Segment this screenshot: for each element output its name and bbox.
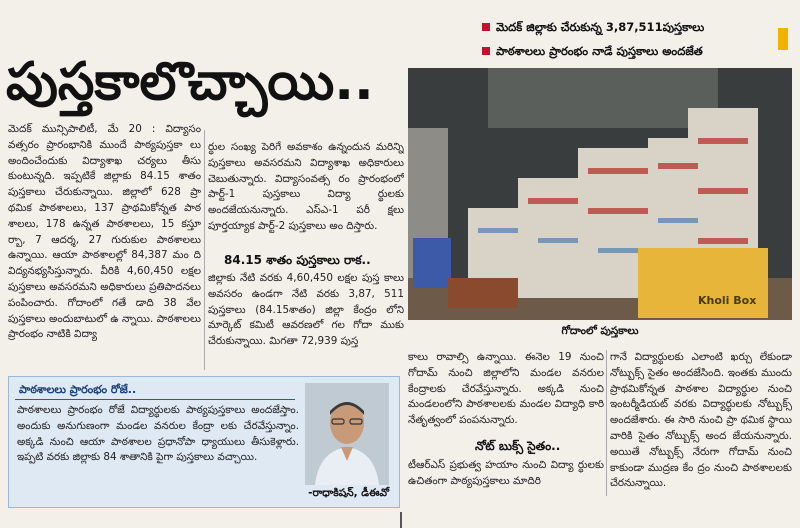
article-column-2: ర్థుల సంఖ్య పెరిగే అవకాశం ఉన్నందున మరిన్ని పుస్తకాలు అవసరమని విద్యాశాఖ అధికారులు చెబుతున్నారు. విద్యాసంవత్స రం ప్రారంభంలో పార్ట్-1 పుస్తకాలు విద్యా ర్థులకు అందజేయనున్నారు. ఎస్ఎ-1 పరీ క్షలు పూర్తయ్యాక పార్ట్-2 పుస్తకాలు అం దిస్తారు. [208,141,404,232]
bullet-square-icon [482,23,490,31]
box-label: Kholi Box [698,294,757,307]
column-divider [204,130,205,370]
subheading-notebooks: నోట్ బుక్స్ సైతం.. [475,439,561,453]
quote-box [8,376,400,508]
quote-box-signature: -రాధాకిషన్, డీఈవో [308,487,389,499]
highlight-2: పాఠశాలలు ప్రారంభం నాడే పుస్తకాలు అందజేత [476,40,772,62]
divider [15,399,295,400]
quote-box-title: పాఠశాలలు ప్రారంభం రోజే.. [19,383,137,396]
bullet-square-icon [482,47,490,55]
quote-box-text: పాఠశాలలు ప్రారంభం రోజే విద్యార్థులకు పాఠ్యపుస్తకాలు అందజేస్తాం. అందుకు అనుగుణంగా మండల వనరుల కేంద్రా లకు చేరవేస్తున్నాం. అక్కడి నుంచి ఆయా పాఠశాలల ప్రధానోపా ధ్యాయులు తీసుకెళ్లారు. ఇప్పటి వరకు జిల్లాకు 84 శాతానికి పైగా పుస్తకాలు వచ్చాయి. [17,404,299,464]
person-portrait-icon [305,383,389,485]
yellow-marker [778,28,788,50]
photo-caption: గోదాంలో పుస్తకాలు [561,325,639,337]
article-column-4: గానే విద్యార్థులకు ఎలాంటి ఖర్చు లేకుండా నోట్బుక్స్ సైతం అందజేసింది. ఇంతకు ముందు ప్రాథమికోన్నత పాఠశాల విద్యార్థుల నుంచి ఇంటర్మీడియట్ వరకు విద్యార్థులకు నోట్బుక్స్ అందజేశారు. ఈ సారి నుంచి ప్రా థమిక స్థాయి వారికి సైతం నోట్బుక్స్ అంద జేయనున్నారు. అయితే నోట్బుక్స్ నేరుగా గోదామ్ నుంచి కాకుండా ముద్రణ కేం ద్రం నుంచి పాఠశాలలకు చేరనున్నాయి. [610,351,792,490]
column-divider [606,350,607,496]
highlight-1: మెదక్ జిల్లాకు చేరుకున్న 3,87,511పుస్తకాలు [476,16,772,38]
books-stack-illustration [408,68,792,320]
godown-photo [408,68,792,320]
article-column-3: కాలు రావాల్సి ఉన్నాయి. ఈనెల 19 నుంచి గోదామ్ నుంచి జిల్లాలోని మండల వనరుల కేంద్రాలకు చేరవేస్తున్నారు. అక్కడి నుంచి మండలంలోని పాఠశాలలకు మండల విద్యాధి కారి నేతృత్వంలో పంపనున్నారు. [408,351,604,427]
article-column-1: మెదక్ మున్సిపాలిటీ, మే 20 : విద్యాసం వత్సరం ప్రారంభానికి ముందే పాఠ్యపుస్తకా లు అందించేందుకు విద్యాశాఖ చర్యలు తీసు కుంటున్నది. ఇప్పటికే జిల్లాకు 84.15 శాతం పుస్తకాలు చేరుకున్నాయి. జిల్లాలో 628 ప్రా థమిక పాఠశాలలు, 137 ప్రాథమికోన్నత పాఠ శాలలు, 178 ఉన్నత పాఠశాలలు, 15 కస్తూ ర్బా, 7 ఆదర్శ, 27 గురుకుల పాఠశాలలు ఉన్నాయి. ఆయా పాఠశాలల్లో 84,387 మం ది విద్యనభ్యసిస్తున్నారు. వీరికి 4,60,450 లక్షల పుస్తకాలు అవసరమని అధికారులు ప్రతిపాదనలు పంపించారు. గోదాంలో గతే డాది 38 వేల పుస్తకాలు అందుబాటులో ఉ న్నాయి. పాఠశాలలు ప్రారంభం నాటికి విద్యా [8,123,201,341]
bottom-rule [400,512,402,528]
official-photo [305,383,389,485]
headline: పుస్తకాలొచ్చాయి.. [6,52,374,112]
article-column-2b: జిల్లాకు నేటి వరకు 4,60,450 లక్షల పుస్త కాలు అవసరం ఉండగా నేటి వరకు 3,87, 511 పుస్తకాలు (84.15శాతం) జిల్లా కేంద్రం లోని మార్కెట్ కమిటీ ఆవరణలో గల గోదా ముకు చేరుకున్నాయి. మిగతా 72,939 పుస్త [208,272,404,348]
article-column-3b: టీఆర్ఎస్ ప్రభుత్వ హయాం నుంచి విద్యా ర్థులకు ఉచితంగా పాఠ్యపుస్తకాలు మాదిరి [408,459,604,487]
subheading-percentage: 84.15 శాతం పుస్తకాలు రాక.. [224,253,371,267]
